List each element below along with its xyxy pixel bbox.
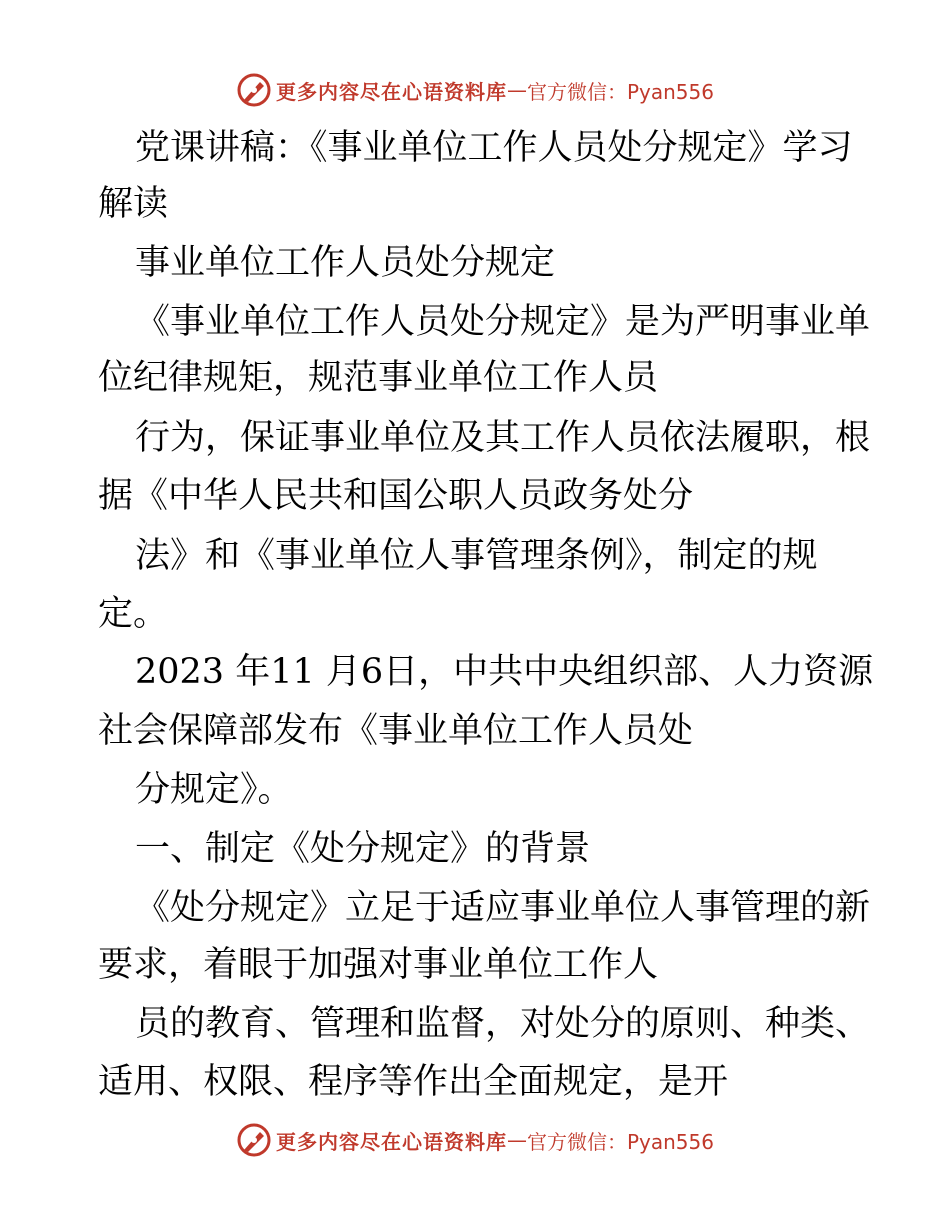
- paragraph-line: 据《中华人民共和国公职人员政务处分: [98, 476, 694, 516]
- paragraph-line: 社会保障部发布《事业单位工作人员处: [98, 711, 694, 751]
- paragraph-line: 《事业单位工作人员处分规定》是为严明事业单: [135, 302, 871, 342]
- banner-separator: —: [506, 1128, 527, 1152]
- paragraph-line: 法》和《事业单位人事管理条例》，制定的规: [135, 536, 818, 576]
- footer-banner: [0, 1120, 950, 1160]
- paragraph-line: 员的教育、管理和监督，对处分的原则、种类、: [135, 1004, 871, 1044]
- paragraph-line: 分规定》。: [135, 770, 293, 810]
- paragraph-line: 位纪律规矩，规范事业单位工作人员: [98, 358, 659, 398]
- doc-title-line-1: 党课讲稿：《事业单位工作人员处分规定》学习: [135, 128, 853, 168]
- doc-title-line-2: 解读: [98, 184, 169, 224]
- paragraph-line: 要求，着眼于加强对事业单位工作人: [98, 945, 659, 985]
- banner-wechat-text: 官方微信：Pyan556: [526, 1129, 714, 1154]
- paragraph-line: 定。: [98, 594, 169, 634]
- banner-wechat-text: 官方微信：Pyan556: [526, 79, 714, 104]
- paragraph-line: 2023 年11 月6日，中共中央组织部、人力资源: [135, 652, 874, 692]
- banner-separator: —: [506, 78, 527, 102]
- pen-nib-logo-icon: [236, 72, 272, 108]
- header-banner: [0, 70, 950, 110]
- paragraph-line: 适用、权限、程序等作出全面规定，是开: [98, 1062, 729, 1102]
- banner-brand-text: 更多内容尽在心语资料库: [275, 1129, 507, 1154]
- pen-nib-logo-icon: [236, 1122, 272, 1158]
- section-heading: 一、制定《处分规定》的背景: [135, 829, 591, 869]
- paragraph-line: 行为，保证事业单位及其工作人员依法履职，根: [135, 418, 871, 458]
- paragraph-line: 《处分规定》立足于适应事业单位人事管理的新: [135, 888, 871, 928]
- banner-brand-text: 更多内容尽在心语资料库: [275, 79, 507, 104]
- doc-subtitle: 事业单位工作人员处分规定: [135, 243, 556, 283]
